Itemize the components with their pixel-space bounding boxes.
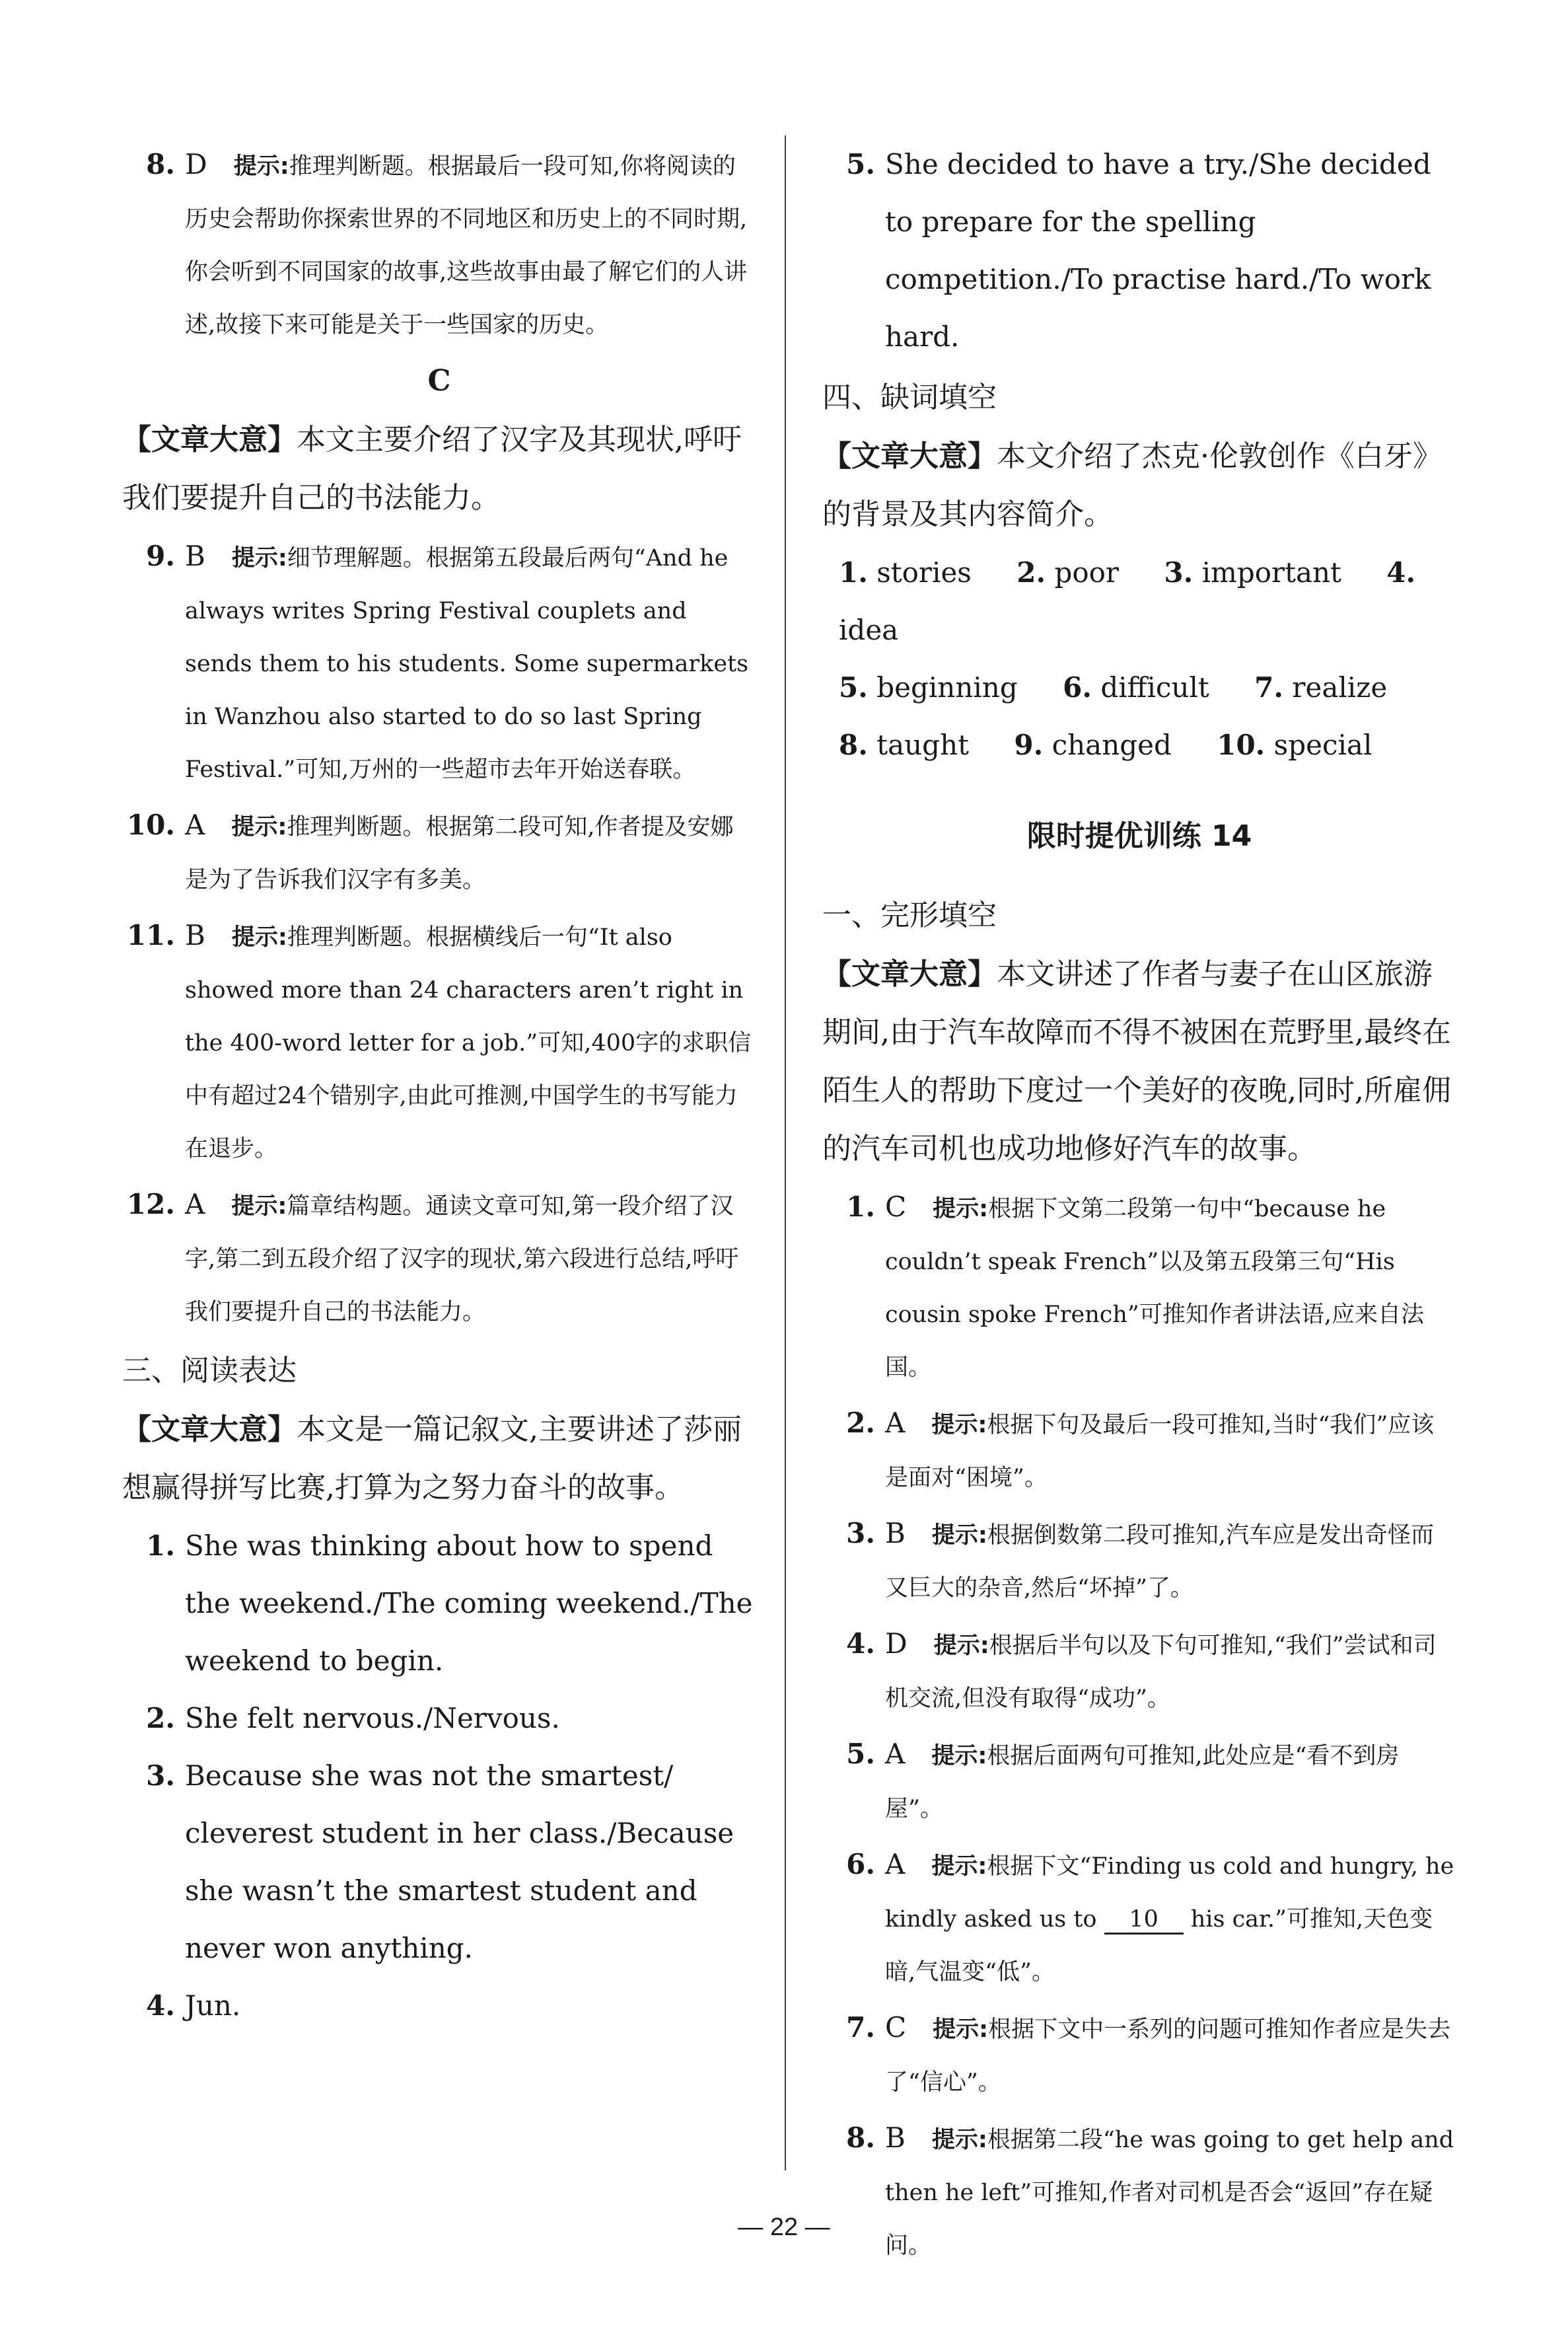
hint-label: 提示: <box>231 924 287 951</box>
question-number: 3. <box>146 1759 175 1792</box>
answer-letter: C <box>885 2011 907 2044</box>
word-number: 3. <box>1164 556 1194 589</box>
summary-text: 本文讲述了作者与妻子在山区旅游期间,由于汽车故障而不得不被困在荒野里,最终在陌生人的帮助下度过一个美好的夜晚,同时,所雇佣的汽车司机也成功地修好汽车的故事。 <box>822 957 1451 1165</box>
question-number: 6. <box>846 1848 875 1880</box>
summary-label: 【文章大意】 <box>122 1413 297 1446</box>
answer-item-8 <box>122 135 756 351</box>
question-number: 3. <box>846 1517 875 1549</box>
answer-text: She was thinking about how to spend the weekend./The coming weekend./The weekend to begin. <box>185 1530 753 1677</box>
word-answer: realize <box>1292 671 1388 704</box>
word-row <box>839 544 1456 659</box>
answer-letter: A <box>885 1738 906 1770</box>
word-number: 4. <box>1386 556 1416 589</box>
question-number: 5. <box>846 148 875 180</box>
answer-item-11 <box>122 906 756 1175</box>
hint-label: 提示: <box>931 1522 987 1549</box>
section-heading-3: 三、阅读表达 <box>122 1354 297 1387</box>
word-number: 7. <box>1254 671 1284 704</box>
question-number: 1. <box>846 1191 875 1223</box>
hint-label: 提示: <box>231 1193 287 1220</box>
question-number: 4. <box>846 1627 875 1660</box>
training-title: 限时提优训练 14 <box>1026 819 1252 853</box>
hint-text: 根据倒数第二段可推知,汽车应是发出奇怪而又巨大的杂音,然后“坏掉”了。 <box>885 1522 1435 1602</box>
answer-letter: B <box>185 540 205 572</box>
cloze-item-1 <box>822 1178 1456 1394</box>
hint-label: 提示: <box>933 1633 989 1659</box>
page-number: — 22 — <box>738 2213 830 2241</box>
left-column <box>122 135 756 2034</box>
column-divider <box>785 135 786 2170</box>
question-number: 5. <box>846 1738 875 1770</box>
word-answer: difficult <box>1100 671 1209 704</box>
answer-letter: B <box>185 919 205 951</box>
answer-letter: C <box>885 1191 907 1223</box>
reading-answer-4 <box>122 1977 756 2034</box>
article-summary-3 <box>122 1401 756 1517</box>
hint-label: 提示: <box>931 1412 987 1438</box>
answer-letter: A <box>885 1407 906 1439</box>
cloze-item-2 <box>822 1394 1456 1504</box>
hint-text: 根据后面两句可推知,此处应是“看不到房屋”。 <box>885 1743 1400 1822</box>
answer-text: She felt nervous./Nervous. <box>185 1702 560 1734</box>
question-number: 4. <box>146 1989 175 2022</box>
word-answer: changed <box>1051 729 1172 761</box>
hint-text: 推理判断题。根据第二段可知,作者提及安娜是为了告诉我们汉字有多美。 <box>185 814 734 893</box>
question-number: 11. <box>126 919 175 951</box>
cloze-item-4 <box>822 1615 1456 1725</box>
summary-text: 本文主要介绍了汉字及其现状,呼吁我们要提升自己的书法能力。 <box>122 423 742 515</box>
summary-text: 本文介绍了杰克·伦敦创作《白牙》的背景及其内容简介。 <box>822 439 1442 531</box>
word-row <box>839 659 1456 716</box>
section-heading-c: C <box>427 364 451 398</box>
question-number: 7. <box>846 2011 875 2044</box>
question-number: 8. <box>846 2122 875 2154</box>
reading-answer-3 <box>122 1747 756 1977</box>
answer-letter: A <box>885 1848 906 1880</box>
reading-answer-5 <box>822 135 1456 365</box>
answer-letter: A <box>185 809 205 841</box>
hint-text: 根据下文中一系列的问题可推知作者应是失去了“信心”。 <box>885 2016 1451 2096</box>
word-answer: idea <box>839 614 899 646</box>
word-number: 6. <box>1063 671 1092 704</box>
question-number: 10. <box>126 809 175 841</box>
question-number: 12. <box>126 1188 175 1220</box>
word-number: 5. <box>839 671 868 704</box>
hint-text: 篇章结构题。通读文章可知,第一段介绍了汉字,第二到五段介绍了汉字的现状,第六段进行总结,呼吁我们要提升自己的书法能力。 <box>185 1193 739 1325</box>
hint-label: 提示: <box>231 814 287 840</box>
hint-label: 提示: <box>233 153 289 180</box>
summary-text: 本文是一篇记叙文,主要讲述了莎丽想赢得拼写比赛,打算为之努力奋斗的故事。 <box>122 1413 742 1504</box>
summary-label: 【文章大意】 <box>822 957 997 991</box>
answer-text: Jun. <box>185 1989 241 2022</box>
question-number: 2. <box>146 1702 175 1734</box>
section-heading-1: 一、完形填空 <box>822 899 997 932</box>
answer-item-9 <box>122 527 756 796</box>
hint-text-b: his car.”可推知,天色变暗,气温变“低”。 <box>885 1906 1433 1985</box>
section-heading-4: 四、缺词填空 <box>822 381 997 414</box>
blank-number: 10 <box>1104 1907 1184 1935</box>
hint-label: 提示: <box>933 2016 989 2043</box>
hint-label: 提示: <box>931 1853 987 1880</box>
answer-text: She decided to have a try./She decided to prepare for the spelling competition./To practise hard./To work hard. <box>885 148 1431 353</box>
hint-text: 细节理解题。根据第五段最后两句“And he always writes Spring Festival couplets and sends them to his students. Some supermarkets in Wanzhou also started to do so last Spring Festival.”可知,万州的一些超市去年开始送春联。 <box>185 545 749 783</box>
hint-text: 推理判断题。根据最后一段可知,你将阅读的历史会帮助你探索世界的不同地区和历史上的不同时期,你会听到不同国家的故事,这些故事由最了解它们的人讲述,故接下来可能是关于一些国家的历史。 <box>185 153 748 338</box>
summary-label: 【文章大意】 <box>822 439 997 473</box>
hint-text: 根据下文第二段第一句中“because he couldn’t speak French”以及第五段第三句“His cousin spoke French”可推知作者讲法语,应来自法国。 <box>885 1196 1424 1381</box>
hint-label: 提示: <box>933 1196 989 1222</box>
hint-label: 提示: <box>231 545 287 572</box>
hint-text: 根据第二段“he was going to get help and then he left”可推知,作者对司机是否会“返回”存在疑问。 <box>885 2127 1454 2259</box>
answer-letter: D <box>885 1627 908 1660</box>
word-row <box>839 716 1456 774</box>
cloze-item-6 <box>822 1835 1456 1999</box>
hint-text: 根据下句及最后一段可推知,当时“我们”应该是面对“困境”。 <box>885 1412 1435 1491</box>
answer-item-12 <box>122 1175 756 1339</box>
cloze-item-3 <box>822 1504 1456 1615</box>
word-answer: taught <box>876 729 969 761</box>
question-number: 9. <box>146 540 175 572</box>
article-summary-4 <box>822 427 1456 544</box>
summary-label: 【文章大意】 <box>122 423 297 457</box>
answer-letter: A <box>185 1188 205 1220</box>
question-number: 8. <box>146 148 175 180</box>
reading-answer-2 <box>122 1689 756 1747</box>
right-column <box>822 135 1456 2272</box>
hint-text-a: 根据下文“Finding us cold and hungry, he kindly asked us to <box>885 1853 1454 1933</box>
word-answer: important <box>1201 556 1341 589</box>
cloze-item-7 <box>822 1999 1456 2109</box>
word-answer: beginning <box>876 671 1018 704</box>
word-number: 1. <box>839 556 868 589</box>
word-number: 2. <box>1016 556 1046 589</box>
hint-label: 提示: <box>931 1743 987 1769</box>
hint-text: 推理判断题。根据横线后一句“It also showed more than 24 characters aren’t right in the 400-word letter for a job.”可知,400字的求职信中有超过24个错别字,由此可推测,中国学生的书写能力在退步。 <box>185 924 752 1162</box>
word-answer: stories <box>876 556 972 589</box>
word-number: 10. <box>1217 729 1265 761</box>
word-number: 8. <box>839 729 868 761</box>
question-number: 1. <box>146 1530 175 1562</box>
answer-letter: B <box>885 1517 906 1549</box>
answer-item-10 <box>122 796 756 906</box>
question-number: 2. <box>846 1407 875 1439</box>
article-summary-c <box>122 411 756 527</box>
word-answer: special <box>1273 729 1372 761</box>
cloze-item-8 <box>822 2109 1456 2272</box>
hint-label: 提示: <box>931 2127 987 2153</box>
answer-letter: D <box>185 148 207 180</box>
word-number: 9. <box>1014 729 1044 761</box>
cloze-item-5 <box>822 1725 1456 1835</box>
answer-text: Because she was not the smartest/ cleverest student in her class./Because she wasn’t the smartest student and never won anything. <box>185 1759 734 1964</box>
answer-letter: B <box>885 2122 906 2154</box>
reading-answer-1 <box>122 1517 756 1689</box>
word-answer: poor <box>1054 556 1119 589</box>
article-summary-1 <box>822 945 1456 1178</box>
hint-text: 根据后半句以及下句可推知,“我们”尝试和司机交流,但没有取得“成功”。 <box>885 1633 1437 1712</box>
word-answers <box>822 544 1456 774</box>
